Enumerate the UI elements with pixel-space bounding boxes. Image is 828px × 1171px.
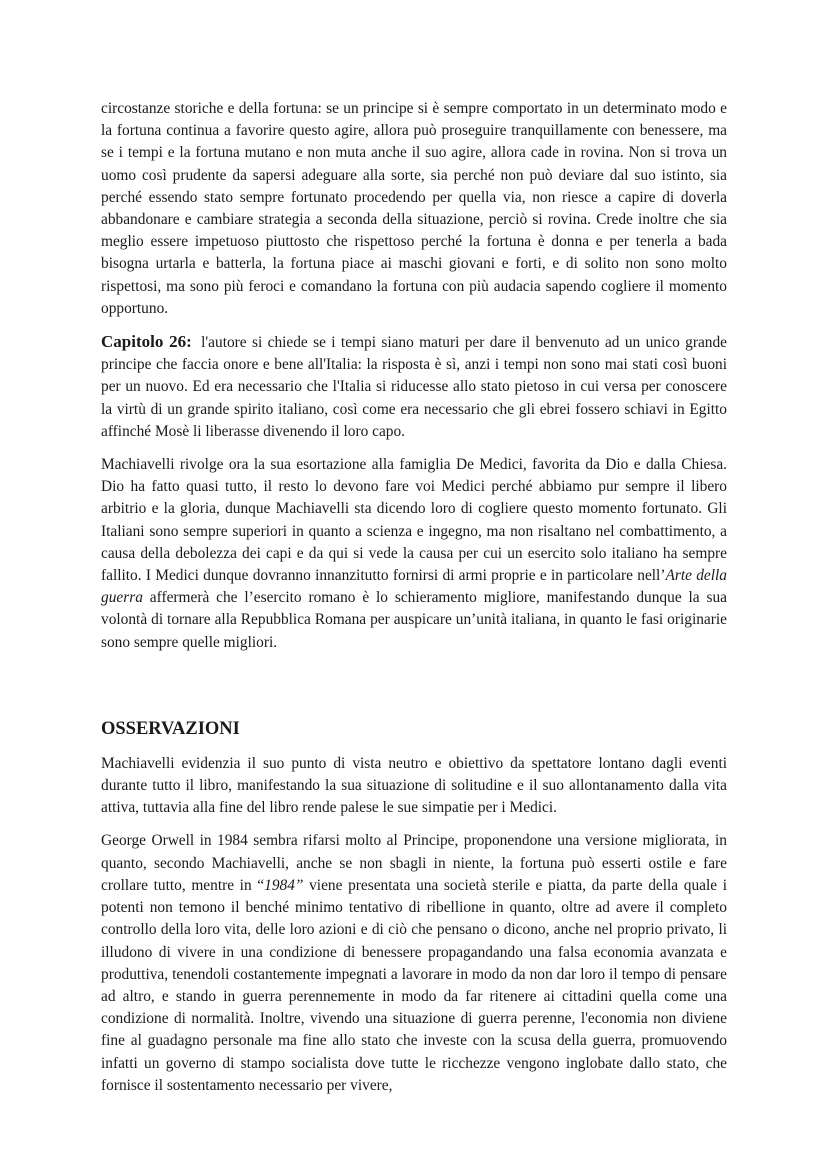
exhortation-text-start: Machiavelli rivolge ora la sua esortazione alla famiglia De Medici, favorita da Dio e dalla Chiesa. Dio ha fatto quasi tutto, il resto lo devono fare voi Medici perché abbiamo pur sempre il libero arbitrio e la gloria, dunque Machiavelli sta dicendo loro di cogliere questo momento fortunato. Gli Italiani sono sempre superiori in quanto a scienza e ingegno, ma non risaltano nel combattimento, a causa della debolezza dei capi e da qui si vede la causa per cui un esercito solo italiano ha sempre fallito. I Medici dunque dovranno innanzitutto fornirsi di armi proprie e in particolare nell’	[101, 456, 727, 585]
paragraph-chapter-26	[101, 331, 727, 443]
paragraph-observation-neutral: Machiavelli evidenzia il suo punto di vista neutro e obiettivo da spettatore lontano dagli eventi durante tutto il libro, manifestando la sua situazione di solitudine e il suo allontanamento dalla vita attiva, tuttavia alla fine del libro rende palese le sue simpatie per i Medici.	[101, 754, 727, 817]
exhortation-text-end: affermerà che l’esercito romano è lo schieramento migliore, manifestando dunque la sua volontà di tornare alla Repubblica Romana per auspicare un’unità italiana, in quanto le fasi originarie sono sempre quelle migliori.	[101, 589, 727, 651]
orwell-text-end: viene presentata una società sterile e piatta, da parte della quale i potenti non temono il benché minimo tentativo di ribellione in quanto, oltre ad avere il completo controllo della loro vita, delle loro azioni e di ciò che pensano o dicono, anche nel proprio privato, li illudono di vivere in una condizione di benessere propagandando una falsa economia avanzata e produttiva, tenendoli costantemente impegnati a lavorare in modo da non dar loro il tempo di pensare ad altro, e stando in guerra perennemente in modo da far ritenere ai cittadini quella come una condizione di normalità. Inoltre, vivendo una situazione di guerra perenne, l'economia non diviene fine al guadagno personale ma fine allo stato che investe con la scusa della guerra, promuovendo infatti un governo di stampo socialista dove tutte le ricchezze vengono inglobate dallo stato, che fornisce il sostentamento necessario per vivere,	[101, 876, 727, 1094]
paragraph-fortune: circostanze storiche e della fortuna: se un principe si è sempre comportato in un determinato modo e la fortuna continua a favorire questo agire, allora può proseguire tranquillamente con benessere, ma se i tempi e la fortuna mutano e non muta anche il suo agire, allora cade in rovina. Non si trova un uomo così prudente da sapersi adeguare alla sorte, sia perché non può deviare dal suo istinto, sia perché essendo stato sempre fortunato procedendo per quella via, non riesce a capire di doverla abbandonare e cambiare strategia a seconda della situazione, perciò si rovina. Crede inoltre che sia meglio essere impetuoso piuttosto che rispettoso perché la fortuna è donna e per tenerla a bada bisogna urtarla e batterla, la fortuna piace ai maschi giovani e forti, e di solito non sono molto rispettosi, ma sono più feroci e comandano la fortuna con più audacia sapendo cogliere il momento opportuno.	[101, 100, 727, 317]
book-title-arte-della-guerra: Arte della guerra	[101, 567, 727, 607]
paragraph-observation-orwell	[101, 830, 727, 1096]
orwell-text-start: George Orwell in 1984 sembra rifarsi molto al Principe, proponendone una versione migliorata, in quanto, secondo Machiavelli, anche se non sbagli in niente, la fortuna può esserti ostile e fare crollare tutto, mentre in “	[101, 832, 727, 894]
chapter-26-heading: Capitolo 26:	[101, 332, 192, 352]
section-title-observations: OSSERVAZIONI	[101, 718, 240, 739]
chapter-26-text: l'autore si chiede se i tempi siano maturi per dare il benvenuto ad un unico grande principe che faccia onore e bene all'Italia: la risposta è sì, anzi i tempi non sono mai stati così buoni per un nuovo. Ed era necessario che l'Italia si riducesse allo stato pietoso in cui versa per conoscere la virtù di un grande spirito italiano, così come era necessario che gli ebrei fossero schiavi in Egitto affinché Mosè li liberasse divenendo il loro capo.	[101, 334, 727, 440]
book-title-1984: 1984”	[264, 876, 304, 894]
paragraph-exhortation	[101, 454, 727, 654]
